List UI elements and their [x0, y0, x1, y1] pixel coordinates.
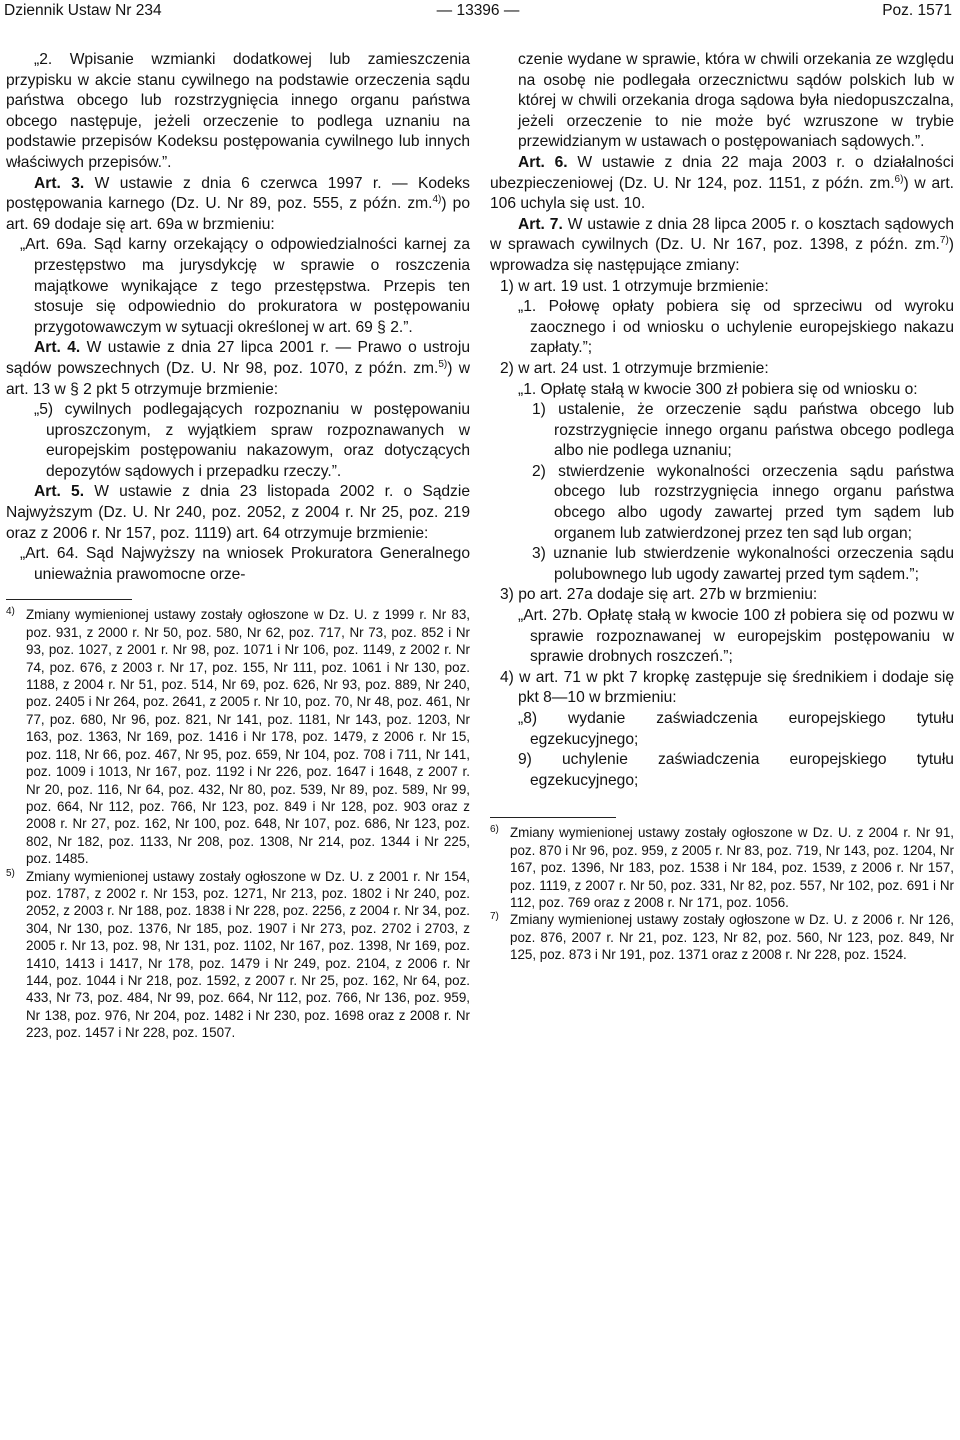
footnote-4-ref: 4) — [432, 193, 442, 205]
footnote-7-mark: 7) — [490, 911, 499, 923]
article-4 — [6, 338, 470, 400]
article-7-text-b: ) wprowadza się następujące zmiany: — [490, 236, 954, 274]
footnote-divider-right — [490, 817, 616, 818]
article-4-text-b: ) w art. 13 w § 2 pkt 5 otrzymuje brzmienie: — [6, 359, 470, 398]
article-5-text: W ustawie z dnia 23 listopada 2002 r. o Sądzie Najwyższym (Dz. U. Nr 240, poz. 2052, z 2004 r. Nr 25, poz. 219 oraz z 2006 r. Nr 157, poz. 1119) art. 64 otrzymuje brzmienie: — [6, 483, 470, 542]
article-64-continuation: czenie wydane w sprawie, która w chwili orzekania ze względu na osobę nie podlegała orzecznictwu sądów polskich lub w której w chwili orzekania droga sądowa była niedopuszczalna, jeżeli orzeczenie to nie może być wzruszone w trybie przewidzianym w ustawach o postępowaniach sądowych.”. — [518, 51, 954, 151]
position-number: Poz. 1571 — [882, 2, 952, 19]
item-3-quote: „Art. 27b. Opłatę stałą w kwocie 100 zł pobiera się od pozwu w sprawie rozpoznawanej w europejskim postępowaniu w sprawie drobnych roszczeń.”; — [518, 607, 954, 666]
page-number: — 13396 — — [436, 2, 520, 19]
article-6-text-b: ) w art. 106 uchyla się ust. 10. — [490, 174, 954, 213]
footnote-7-ref: 7) — [939, 235, 949, 247]
footnote-divider — [6, 599, 132, 600]
article-5 — [6, 482, 470, 544]
article-69a-quote: „Art. 69a. Sąd karny orzekający o odpowiedzialności karnej za przestępstwo ma jurysdykcję w sprawie o roszczenia majątkowe wynikające z tego przestępstwa. Przepis ten stosuje się odpowiednio do prokuratora w postępowaniu przygotowawczym w sytuacji określonej w art. 69 § 2.”. — [20, 236, 470, 336]
article-3-text-b: ) po art. 69 dodaje się art. 69a w brzmieniu: — [6, 195, 470, 233]
article-4-quote: „5) cywilnych podlegających rozpoznaniu w postępowaniu uproszczonym, z wyjątkiem spraw rozpoznawanych w europejskim postępowaniu nakazowym, oraz dotyczących depozytów sądowych i przepadku rzeczy.”. — [34, 401, 470, 480]
item-2-subpoint-3: 3) uznanie lub stwierdzenie wykonalności orzeczenia sądu polubownego lub ugody zawartej przed tym sądem.”; — [532, 545, 954, 583]
item-1: 1) w art. 19 ust. 1 otrzymuje brzmienie: — [500, 277, 769, 295]
footnote-4 — [6, 606, 470, 867]
article-6-text-a: W ustawie z dnia 22 maja 2003 r. o działalności ubezpieczeniowej (Dz. U. Nr 124, poz. 1151, z późn. zm. — [490, 153, 954, 192]
article-7 — [490, 215, 954, 277]
footnote-5-mark: 5) — [6, 867, 15, 879]
item-3: 3) po art. 27a dodaje się art. 27b w brzmieniu: — [500, 586, 818, 604]
item-4-quote-8: „8) wydanie zaświadczenia europejskiego tytułu egzekucyjnego; — [518, 710, 954, 748]
footnote-5-ref: 5) — [438, 358, 448, 370]
footnote-5-text: Zmiany wymienionej ustawy zostały ogłoszone w Dz. U. z 2001 r. Nr 154, poz. 1787, z 2002 r. Nr 153, poz. 1271, Nr 213, poz. 1802 i Nr 240, poz. 2052, z 2003 r. Nr 188, poz. 1838 i Nr 228, poz. 2256, z 2004 r. Nr 34, poz. 304, Nr 130, poz. 1376, Nr 185, poz. 1907 i Nr 273, poz. 2702 i 2703, z 2005 r. Nr 13, poz. 98, Nr 131, poz. 1102, Nr 167, poz. 1398, Nr 169, poz. 1410, 1413 i 1417, Nr 178, poz. 1479 i Nr 249, poz. 2104, z 2006 r. Nr 144, poz. 1044 i Nr 218, poz. 1592, z 2007 r. Nr 25, poz. 162, Nr 64, poz. 433, Nr 73, poz. 484, Nr 99, poz. 664, Nr 112, poz. 766, Nr 136, poz. 959, Nr 138, poz. 976, Nr 204, poz. 1482 i Nr 230, poz. 1698 oraz z 2008 r. Nr 223, poz. 1457 i Nr 228, poz. 1507. — [26, 868, 470, 1041]
item-2-subpoint-1: 1) ustalenie, że orzeczenie sądu państwa obcego lub rozstrzygnięcie innego organu państwa obcego podlega albo nie podlega uznaniu; — [532, 401, 954, 460]
item-1-quote: „1. Połowę opłaty pobiera się od sprzeciwu od wyroku zaocznego i od wniosku o uchylenie europejskiego nakazu zapłaty.”; — [518, 298, 954, 357]
item-2-quote: „1. Opłatę stałą w kwocie 300 zł pobiera się od wniosku o: — [518, 380, 918, 398]
footnote-6 — [490, 824, 954, 911]
footnote-4-text: Zmiany wymienionej ustawy zostały ogłoszone w Dz. U. z 1999 r. Nr 83, poz. 931, z 2000 r. Nr 50, poz. 580, Nr 62, poz. 717, Nr 73, poz. 852 i Nr 93, poz. 1027, z 2001 r. Nr 98, poz. 1071 i Nr 106, poz. 1149, z 2002 r. Nr 74, poz. 676, z 2003 r. Nr 17, poz. 155, Nr 111, poz. 1061 i Nr 130, poz. 1188, z 2004 r. Nr 51, poz. 514, Nr 69, poz. 626, Nr 93, poz. 889, Nr 240, poz. 2405 i Nr 264, poz. 2641, z 2005 r. Nr 10, poz. 70, Nr 48, poz. 461, Nr 77, poz. 680, Nr 96, poz. 821, Nr 141, poz. 1181, Nr 143, poz. 1203, Nr 163, poz. 1363, Nr 169, poz. 1416 i Nr 178, poz. 1479, z 2006 r. Nr 15, poz. 118, Nr 66, poz. 467, Nr 95, poz. 659, Nr 104, poz. 708 i 711, Nr 141, poz. 1009 i 1013, Nr 167, poz. 1192 i Nr 226, poz. 1647 i 1648, z 2007 r. Nr 20, poz. 116, Nr 64, poz. 432, Nr 80, poz. 539, Nr 89, poz. 589, Nr 99, poz. 664, Nr 112, poz. 766, Nr 123, poz. 849 i Nr 128, poz. 903 oraz z 2008 r. Nr 27, poz. 162, Nr 100, poz. 648, Nr 107, poz. 686, Nr 123, poz. 802, Nr 182, poz. 1133, Nr 208, poz. 1308, Nr 214, poz. 1344 i Nr 225, poz. 1485. — [26, 607, 470, 867]
item-2-subpoint-2: 2) stwierdzenie wykonalności orzeczenia sądu państwa obcego lub rozstrzygnięcia innego organu państwa obcego albo ugody zawartej przed tym sądem lub organem lub zatwierdzonej przez ten sąd lub organ; — [532, 462, 954, 542]
article-4-text-a: W ustawie z dnia 27 lipca 2001 r. — Prawo o ustroju sądów powszechnych (Dz. U. Nr 98, poz. 1070, z późn. zm. — [6, 339, 470, 377]
article-3-text-a: W ustawie z dnia 6 czerwca 1997 r. — Kodeks postępowania karnego (Dz. U. Nr 89, poz. 555, z późn. zm. — [6, 174, 470, 213]
article-64-quote: „Art. 64. Sąd Najwyższy na wniosek Prokuratora Generalnego unieważnia prawomocne orze- — [20, 545, 470, 583]
article-3-label: Art. 3. — [34, 174, 85, 192]
footnote-7-text: Zmiany wymienionej ustawy zostały ogłoszone w Dz. U. z 2006 r. Nr 126, poz. 876, 2007 r. Nr 21, poz. 123, Nr 82, poz. 560, Nr 123, poz. 849, Nr 125, poz. 873 i Nr 191, poz. 1371 oraz z 2008 r. Nr 228, poz. 1524. — [510, 912, 954, 963]
item-4: 4) w art. 71 w pkt 7 kropkę zastępuje się średnikiem i dodaje się pkt 8—10 w brzmieniu: — [500, 668, 954, 707]
footnote-5 — [6, 868, 470, 1042]
page-header — [4, 2, 952, 26]
paragraph-2-quote: „2. Wpisanie wzmianki dodatkowej lub zamieszczenia przypisku w akcie stanu cywilnego na podstawie orzeczenia sądu państwa obcego lub rozstrzygnięcia innego organu państwa obcego następuje, jeżeli orzeczenie to podlega uznaniu na podstawie przepisów Kodeksu postępowania cywilnego lub innych właściwych przepisów.”. — [6, 51, 470, 171]
article-7-label: Art. 7. — [518, 215, 563, 233]
article-6-label: Art. 6. — [518, 153, 568, 171]
item-2: 2) w art. 24 ust. 1 otrzymuje brzmienie: — [500, 359, 769, 377]
article-3 — [6, 174, 470, 236]
footnote-4-mark: 4) — [6, 606, 15, 618]
article-7-text-a: W ustawie z dnia 28 lipca 2005 r. o kosztach sądowych w sprawach cywilnych (Dz. U. Nr 167, poz. 1398, z późn. zm. — [490, 215, 954, 254]
article-5-label: Art. 5. — [34, 483, 85, 501]
left-column — [6, 50, 470, 1042]
item-4-quote-9: 9) uchylenie zaświadczenia europejskiego tytułu egzekucyjnego; — [518, 751, 954, 789]
footnote-6-mark: 6) — [490, 824, 499, 836]
article-4-label: Art. 4. — [34, 339, 81, 357]
article-6 — [490, 153, 954, 215]
right-column — [490, 50, 954, 964]
footnote-6-ref: 6) — [894, 173, 904, 185]
footnote-6-text: Zmiany wymienionej ustawy zostały ogłoszone w Dz. U. z 2004 r. Nr 91, poz. 870 i Nr 96, poz. 959, z 2005 r. Nr 83, poz. 719, Nr 143, poz. 1204, Nr 167, poz. 1396, Nr 183, poz. 1538 i Nr 184, poz. 1539, z 2006 r. Nr 157, poz. 1119, z 2007 r. Nr 50, poz. 331, Nr 82, poz. 557, Nr 102, poz. 691 i Nr 112, poz. 769 oraz z 2008 r. Nr 171, poz. 1056. — [510, 825, 954, 910]
footnote-7 — [490, 911, 954, 963]
journal-title: Dziennik Ustaw Nr 234 — [4, 2, 162, 19]
